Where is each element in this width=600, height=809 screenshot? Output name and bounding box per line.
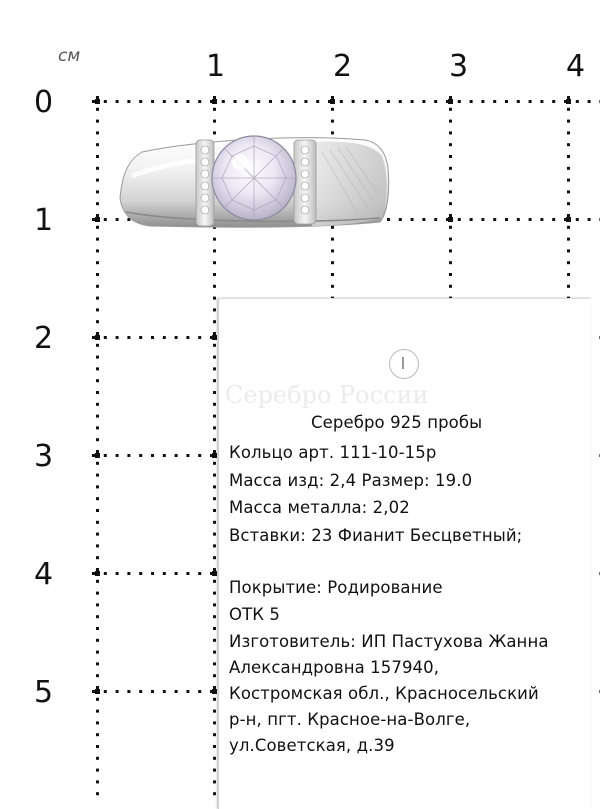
grid-dot-row-0 [304, 100, 307, 103]
grid-dot-col-1 [213, 497, 216, 500]
grid-dot-col-3 [449, 238, 452, 241]
tag-line-manufacturer-name: Александровна 157940, [229, 658, 440, 677]
grid-dot-row-5 [116, 690, 119, 693]
product-tag [218, 298, 591, 809]
grid-dot-row-5 [151, 690, 154, 693]
grid-dot-col-3 [449, 285, 452, 288]
tag-line-region: Костромская обл., Красносельский [229, 684, 539, 703]
grid-dot-row-0 [293, 100, 296, 103]
grid-dot-row-0 [127, 100, 130, 103]
grid-dot-row-4 [116, 572, 119, 575]
grid-dot-row-1 [92, 218, 95, 221]
grid-dot-row-0 [269, 100, 272, 103]
grid-dot-row-1 [529, 218, 532, 221]
grid-dot-col-0 [96, 509, 99, 512]
grid-dot-col-1 [213, 108, 216, 111]
grid-dot-row-2 [139, 336, 142, 339]
grid-dot-col-0 [96, 792, 99, 795]
grid-dot-col-1 [213, 96, 216, 99]
grid-dot-row-5 [186, 690, 189, 693]
ruler-left-tick-1: 1 [34, 203, 54, 238]
grid-dot-row-2 [116, 336, 119, 339]
ruler-top-tick-4: 4 [566, 49, 586, 84]
grid-dot-row-3 [127, 454, 130, 457]
grid-dot-col-2 [331, 249, 334, 252]
grid-dot-col-3 [449, 96, 452, 99]
grid-dot-col-0 [96, 391, 99, 394]
grid-dot-row-0 [411, 100, 414, 103]
grid-dot-col-1 [213, 391, 216, 394]
grid-dot-row-1 [411, 218, 414, 221]
grid-dot-row-1 [505, 218, 508, 221]
grid-dot-col-1 [213, 544, 216, 547]
grid-dot-row-4 [151, 572, 154, 575]
grid-dot-col-1 [213, 344, 216, 347]
grid-node [95, 217, 100, 222]
grid-dot-row-3 [163, 454, 166, 457]
grid-dot-row-0 [540, 100, 543, 103]
grid-dot-col-1 [213, 780, 216, 783]
grid-dot-col-3 [449, 202, 452, 205]
grid-dot-row-1 [387, 218, 390, 221]
grid-dot-row-5 [139, 690, 142, 693]
grid-dot-col-2 [331, 238, 334, 241]
grid-dot-row-0 [458, 100, 461, 103]
grid-dot-row-2 [186, 336, 189, 339]
grid-dot-col-0 [96, 131, 99, 134]
tag-line-weight-size: Масса изд: 2,4 Размер: 19.0 [229, 471, 473, 490]
grid-node [95, 99, 100, 104]
grid-dot-col-2 [331, 273, 334, 276]
grid-dot-col-1 [213, 403, 216, 406]
grid-dot-col-1 [213, 462, 216, 465]
grid-dot-col-0 [96, 568, 99, 571]
grid-dot-col-0 [96, 615, 99, 618]
tag-hole-icon [389, 349, 419, 379]
grid-dot-col-2 [331, 131, 334, 134]
ruler-left-tick-5: 5 [34, 675, 54, 710]
grid-dot-col-0 [96, 733, 99, 736]
grid-dot-row-0 [340, 100, 343, 103]
grid-dot-row-0 [222, 100, 225, 103]
grid-dot-col-0 [96, 521, 99, 524]
grid-dot-col-1 [213, 603, 216, 606]
grid-dot-row-0 [352, 100, 355, 103]
tag-line-metal-weight: Масса металла: 2,02 [229, 498, 410, 517]
grid-dot-col-2 [331, 285, 334, 288]
grid-dot-row-1 [481, 218, 484, 221]
grid-dot-col-0 [96, 261, 99, 264]
grid-dot-col-0 [96, 403, 99, 406]
grid-dot-col-0 [96, 308, 99, 311]
grid-dot-col-4 [567, 273, 570, 276]
grid-dot-row-5 [198, 690, 201, 693]
grid-dot-row-1 [588, 218, 591, 221]
tag-line-town: р-н, пгт. Красное-на-Волге, [229, 710, 471, 729]
grid-dot-col-4 [567, 143, 570, 146]
grid-dot-row-0 [139, 100, 142, 103]
grid-dot-row-0 [104, 100, 107, 103]
tag-line-qc: ОТК 5 [229, 605, 281, 624]
grid-dot-row-0 [517, 100, 520, 103]
grid-dot-row-3 [139, 454, 142, 457]
grid-dot-col-1 [213, 356, 216, 359]
tag-line-coating: Покрытие: Родирование [229, 578, 443, 597]
grid-dot-row-5 [175, 690, 178, 693]
grid-dot-row-1 [517, 218, 520, 221]
grid-dot-col-0 [96, 686, 99, 689]
grid-dot-col-3 [449, 190, 452, 193]
grid-dot-col-0 [96, 438, 99, 441]
grid-dot-col-1 [213, 615, 216, 618]
grid-dot-col-1 [213, 238, 216, 241]
grid-dot-col-4 [567, 131, 570, 134]
grid-dot-row-0 [576, 100, 579, 103]
ruler-top-tick-1: 1 [206, 49, 226, 84]
grid-node [448, 99, 453, 104]
grid-dot-col-0 [96, 190, 99, 193]
grid-dot-col-4 [567, 108, 570, 111]
grid-dot-col-1 [213, 580, 216, 583]
grid-dot-col-1 [213, 261, 216, 264]
grid-dot-col-1 [213, 710, 216, 713]
grid-dot-row-0 [116, 100, 119, 103]
grid-dot-col-0 [96, 143, 99, 146]
grid-dot-col-2 [331, 226, 334, 229]
grid-dot-col-3 [449, 273, 452, 276]
grid-dot-row-0 [493, 100, 496, 103]
grid-dot-row-0 [387, 100, 390, 103]
grid-dot-col-0 [96, 344, 99, 347]
grid-dot-col-0 [96, 379, 99, 382]
grid-dot-col-0 [96, 603, 99, 606]
grid-dot-col-0 [96, 297, 99, 300]
grid-dot-col-1 [213, 249, 216, 252]
grid-node [95, 335, 100, 340]
grid-dot-row-3 [92, 454, 95, 457]
grid-dot-row-5 [163, 690, 166, 693]
grid-dot-col-0 [96, 780, 99, 783]
grid-dot-row-0 [399, 100, 402, 103]
tag-line-street: ул.Советская, д.39 [229, 736, 395, 755]
grid-dot-col-3 [449, 155, 452, 158]
grid-dot-col-1 [213, 769, 216, 772]
grid-dot-col-4 [567, 226, 570, 229]
grid-dot-col-1 [213, 120, 216, 123]
grid-dot-col-4 [567, 202, 570, 205]
grid-dot-col-4 [567, 167, 570, 170]
grid-dot-row-3 [116, 454, 119, 457]
grid-dot-col-1 [213, 592, 216, 595]
ring-illustration [120, 136, 389, 227]
grid-dot-col-0 [96, 96, 99, 99]
grid-dot-col-1 [213, 662, 216, 665]
grid-dot-col-0 [96, 155, 99, 158]
grid-dot-col-1 [213, 686, 216, 689]
grid-dot-row-1 [104, 218, 107, 221]
grid-dot-col-0 [96, 450, 99, 453]
grid-dot-col-0 [96, 651, 99, 654]
grid-dot-row-4 [186, 572, 189, 575]
grid-dot-col-2 [331, 120, 334, 123]
grid-dot-row-1 [116, 218, 119, 221]
grid-dot-row-2 [198, 336, 201, 339]
grid-dot-col-4 [567, 285, 570, 288]
grid-dot-row-0 [529, 100, 532, 103]
grid-dot-col-2 [331, 96, 334, 99]
grid-dot-row-0 [175, 100, 178, 103]
grid-dot-col-1 [213, 721, 216, 724]
grid-dot-col-0 [96, 285, 99, 288]
grid-dot-col-0 [96, 533, 99, 536]
grid-dot-row-0 [470, 100, 473, 103]
grid-dot-row-0 [434, 100, 437, 103]
grid-dot-col-0 [96, 367, 99, 370]
grid-dot-col-1 [213, 651, 216, 654]
grid-dot-col-2 [331, 108, 334, 111]
grid-dot-col-0 [96, 226, 99, 229]
ruler-unit-label: см [58, 46, 81, 66]
grid-dot-row-0 [186, 100, 189, 103]
grid-dot-row-0 [151, 100, 154, 103]
grid-dot-col-0 [96, 757, 99, 760]
grid-dot-col-3 [449, 131, 452, 134]
grid-dot-col-1 [213, 639, 216, 642]
ruler-left-tick-4: 4 [34, 557, 54, 592]
grid-dot-row-5 [104, 690, 107, 693]
grid-dot-row-2 [127, 336, 130, 339]
grid-dot-row-2 [151, 336, 154, 339]
grid-dot-col-0 [96, 556, 99, 559]
grid-dot-row-3 [186, 454, 189, 457]
ruler-left-tick-3: 3 [34, 439, 54, 474]
grid-dot-col-0 [96, 592, 99, 595]
grid-dot-row-4 [104, 572, 107, 575]
grid-dot-col-1 [213, 297, 216, 300]
grid-dot-row-0 [505, 100, 508, 103]
grid-dot-col-0 [96, 415, 99, 418]
grid-node [95, 689, 100, 694]
grid-dot-row-4 [127, 572, 130, 575]
tag-line-manufacturer: Изготовитель: ИП Пастухова Жанна [229, 632, 549, 651]
grid-dot-row-0 [245, 100, 248, 103]
ruler-top-tick-2: 2 [333, 49, 353, 84]
grid-node [212, 571, 217, 576]
grid-dot-col-0 [96, 426, 99, 429]
grid-dot-row-0 [363, 100, 366, 103]
grid-node [212, 453, 217, 458]
grid-dot-col-3 [449, 167, 452, 170]
grid-dot-row-0 [257, 100, 260, 103]
grid-dot-col-0 [96, 674, 99, 677]
ruler-top-tick-3: 3 [449, 49, 469, 84]
grid-dot-col-1 [213, 320, 216, 323]
grid-dot-col-1 [213, 415, 216, 418]
grid-dot-row-0 [198, 100, 201, 103]
grid-dot-col-0 [96, 273, 99, 276]
grid-dot-col-1 [213, 450, 216, 453]
grid-dot-row-3 [198, 454, 201, 457]
grid-node [212, 99, 217, 104]
grid-dot-col-4 [567, 96, 570, 99]
grid-dot-row-4 [92, 572, 95, 575]
grid-dot-col-1 [213, 757, 216, 760]
grid-dot-col-0 [96, 120, 99, 123]
grid-dot-col-0 [96, 249, 99, 252]
grid-dot-col-1 [213, 367, 216, 370]
grid-dot-row-1 [458, 218, 461, 221]
grid-dot-col-0 [96, 769, 99, 772]
grid-node [566, 99, 571, 104]
grid-dot-row-0 [281, 100, 284, 103]
grid-dot-col-0 [96, 332, 99, 335]
grid-dot-row-2 [92, 336, 95, 339]
tag-line-metal: Серебро 925 пробы [311, 413, 483, 432]
grid-dot-col-2 [331, 261, 334, 264]
grid-dot-col-4 [567, 238, 570, 241]
grid-dot-col-1 [213, 627, 216, 630]
tag-line-article: Кольцо арт. 111-10-15р [229, 443, 437, 462]
grid-dot-row-5 [127, 690, 130, 693]
grid-dot-col-0 [96, 214, 99, 217]
grid-dot-row-4 [175, 572, 178, 575]
grid-dot-col-1 [213, 674, 216, 677]
grid-dot-row-4 [163, 572, 166, 575]
grid-dot-col-4 [567, 261, 570, 264]
tag-watermark-logo: Серебро России [225, 381, 429, 409]
grid-dot-row-0 [422, 100, 425, 103]
grid-dot-col-1 [213, 426, 216, 429]
grid-dot-row-3 [104, 454, 107, 457]
grid-dot-col-0 [96, 497, 99, 500]
grid-dot-col-0 [96, 639, 99, 642]
tag-hole-slit [402, 357, 404, 369]
grid-dot-col-1 [213, 745, 216, 748]
grid-dot-row-1 [470, 218, 473, 221]
grid-dot-row-1 [399, 218, 402, 221]
grid-dot-row-1 [434, 218, 437, 221]
grid-dot-col-1 [213, 698, 216, 701]
grid-dot-col-1 [213, 533, 216, 536]
grid-dot-row-3 [175, 454, 178, 457]
ruler-left-tick-2: 2 [34, 321, 54, 356]
grid-dot-col-0 [96, 580, 99, 583]
grid-dot-col-1 [213, 332, 216, 335]
grid-dot-col-0 [96, 662, 99, 665]
grid-dot-col-0 [96, 167, 99, 170]
tag-line-inserts: Вставки: 23 Фианит Бесцветный; [229, 526, 523, 545]
grid-dot-row-4 [198, 572, 201, 575]
grid-dot-col-1 [213, 556, 216, 559]
grid-dot-col-0 [96, 474, 99, 477]
grid-dot-col-4 [567, 249, 570, 252]
grid-dot-row-2 [163, 336, 166, 339]
grid-dot-col-1 [213, 308, 216, 311]
grid-dot-col-1 [213, 273, 216, 276]
grid-dot-row-1 [493, 218, 496, 221]
grid-node [212, 335, 217, 340]
grid-dot-col-3 [449, 214, 452, 217]
grid-dot-row-5 [92, 690, 95, 693]
grid-dot-col-0 [96, 721, 99, 724]
grid-dot-row-0 [588, 100, 591, 103]
grid-dot-col-3 [449, 226, 452, 229]
grid-dot-row-1 [422, 218, 425, 221]
grid-dot-col-4 [567, 214, 570, 217]
grid-dot-col-1 [213, 474, 216, 477]
grid-dot-col-0 [96, 179, 99, 182]
grid-dot-col-3 [449, 108, 452, 111]
grid-node [566, 217, 571, 222]
grid-dot-row-3 [151, 454, 154, 457]
grid-dot-col-1 [213, 521, 216, 524]
grid-node [212, 689, 217, 694]
grid-dot-col-1 [213, 131, 216, 134]
grid-node [448, 217, 453, 222]
grid-dot-col-0 [96, 238, 99, 241]
grid-dot-col-1 [213, 509, 216, 512]
grid-dot-col-3 [449, 143, 452, 146]
grid-dot-col-1 [213, 438, 216, 441]
grid-dot-col-0 [96, 544, 99, 547]
grid-dot-col-1 [213, 733, 216, 736]
grid-dot-row-0 [481, 100, 484, 103]
grid-dot-col-1 [213, 285, 216, 288]
grid-dot-col-0 [96, 698, 99, 701]
grid-dot-col-0 [96, 485, 99, 488]
grid-dot-col-4 [567, 155, 570, 158]
grid-dot-col-3 [449, 120, 452, 123]
grid-dot-row-0 [163, 100, 166, 103]
grid-dot-col-0 [96, 462, 99, 465]
grid-dot-col-0 [96, 202, 99, 205]
grid-dot-col-0 [96, 745, 99, 748]
grid-dot-col-4 [567, 179, 570, 182]
grid-dot-col-1 [213, 568, 216, 571]
grid-dot-row-1 [552, 218, 555, 221]
grid-dot-col-0 [96, 710, 99, 713]
grid-dot-row-0 [316, 100, 319, 103]
grid-dot-row-0 [234, 100, 237, 103]
grid-dot-col-0 [96, 320, 99, 323]
grid-dot-row-0 [92, 100, 95, 103]
grid-dot-row-0 [375, 100, 378, 103]
grid-node [95, 571, 100, 576]
grid-dot-col-1 [213, 485, 216, 488]
grid-dot-col-1 [213, 379, 216, 382]
grid-dot-row-1 [576, 218, 579, 221]
grid-dot-col-4 [567, 120, 570, 123]
grid-dot-row-2 [104, 336, 107, 339]
grid-node [330, 99, 335, 104]
grid-dot-col-3 [449, 261, 452, 264]
grid-dot-row-1 [540, 218, 543, 221]
ruler-left-tick-0: 0 [34, 85, 54, 120]
grid-dot-col-0 [96, 108, 99, 111]
grid-dot-row-0 [552, 100, 555, 103]
grid-dot-col-0 [96, 356, 99, 359]
grid-dot-col-3 [449, 179, 452, 182]
grid-dot-col-3 [449, 249, 452, 252]
grid-dot-row-4 [139, 572, 142, 575]
grid-dot-col-0 [96, 627, 99, 630]
grid-dot-col-1 [213, 792, 216, 795]
grid-dot-col-4 [567, 190, 570, 193]
grid-node [95, 453, 100, 458]
grid-dot-row-2 [175, 336, 178, 339]
